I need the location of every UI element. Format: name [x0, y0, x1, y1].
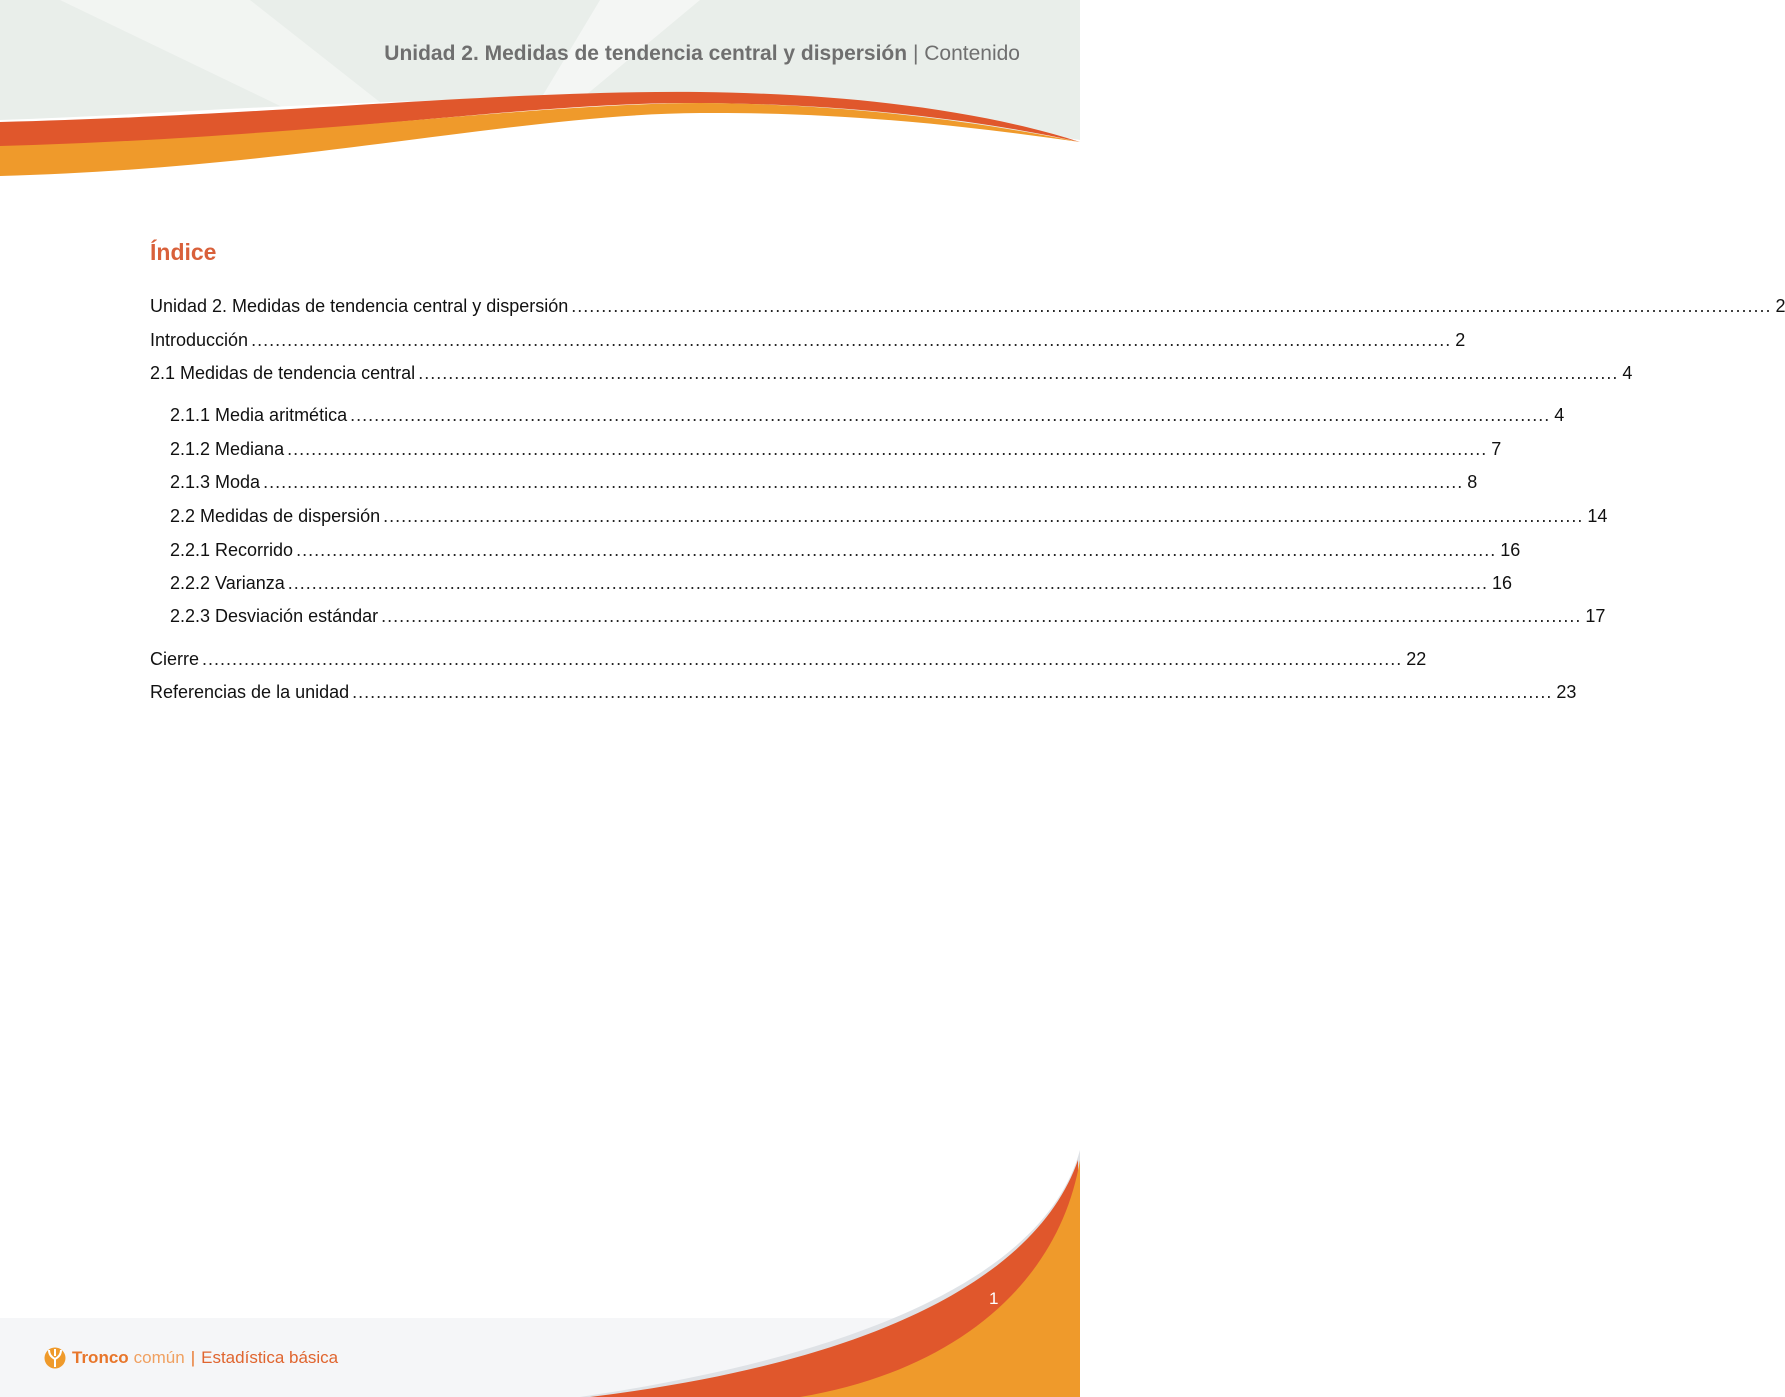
header-unit-title: Unidad 2. Medidas de tendencia central y dispersión — [384, 42, 908, 65]
toc-entry-page: 2 — [1455, 330, 1466, 350]
toc-entry-page: 4 — [1554, 405, 1565, 425]
toc-dot-leader: ........................................................................................................................................................................................................ — [352, 682, 1553, 702]
header-title — [384, 42, 1020, 66]
toc-entry[interactable] — [170, 403, 1565, 427]
toc-entry-page: 8 — [1467, 472, 1478, 492]
toc-dot-leader: ........................................................................................................................................................................................................ — [571, 296, 1772, 316]
toc-entry-label: 2.2.3 Desviación estándar — [170, 606, 379, 626]
toc-entry-page: 2 — [1775, 296, 1785, 316]
toc-entry-label: Unidad 2. Medidas de tendencia central y dispersión — [150, 296, 569, 316]
toc-entry[interactable] — [170, 504, 1608, 528]
toc-entry-label: Introducción — [150, 330, 249, 350]
toc-entry[interactable] — [150, 294, 1785, 318]
toc-entry-label: 2.1 Medidas de tendencia central — [150, 363, 416, 383]
toc-entry[interactable] — [150, 680, 1577, 704]
toc-dot-leader: ........................................................................................................................................................................................................ — [251, 330, 1452, 350]
toc-entry[interactable] — [170, 437, 1502, 461]
footer-brand: Tronco — [72, 1348, 129, 1367]
toc-entry[interactable] — [150, 328, 1466, 352]
page-number: 1 — [989, 1289, 999, 1308]
header-separator: | — [912, 42, 919, 65]
footer-logo — [44, 1347, 338, 1369]
toc-entry-label: Referencias de la unidad — [150, 682, 350, 702]
toc-entry[interactable] — [170, 470, 1478, 494]
toc-entry-label: 2.1.2 Mediana — [170, 439, 285, 459]
toc-entry[interactable] — [150, 647, 1427, 671]
toc-dot-leader: ........................................................................................................................................................................................................ — [418, 363, 1619, 383]
footer-course: Estadística básica — [201, 1348, 339, 1367]
toc-entry[interactable] — [170, 604, 1606, 628]
toc-entry[interactable] — [170, 571, 1512, 595]
toc-entry-page: 22 — [1406, 649, 1427, 669]
toc-entry-label: 2.1.3 Moda — [170, 472, 261, 492]
toc-dot-leader: ........................................................................................................................................................................................................ — [263, 472, 1464, 492]
toc-entry-page: 16 — [1500, 540, 1521, 560]
toc-entry-page: 4 — [1622, 363, 1633, 383]
tronco-logo-icon — [44, 1347, 66, 1369]
toc-entry-label: Cierre — [150, 649, 200, 669]
toc-entry[interactable] — [150, 361, 1633, 385]
footer-separator: | — [190, 1348, 196, 1367]
header-section: Contenido — [924, 42, 1020, 65]
toc-dot-leader: ........................................................................................................................................................................................................ — [287, 439, 1488, 459]
toc-dot-leader: ........................................................................................................................................................................................................ — [350, 405, 1551, 425]
toc-entry[interactable] — [170, 538, 1521, 562]
toc-dot-leader: ........................................................................................................................................................................................................ — [383, 506, 1584, 526]
toc-dot-leader: ........................................................................................................................................................................................................ — [381, 606, 1582, 626]
toc-entry-label: 2.1.1 Media aritmética — [170, 405, 348, 425]
toc-dot-leader: ........................................................................................................................................................................................................ — [296, 540, 1497, 560]
footer-brand-suffix: común — [133, 1348, 185, 1367]
index-title: Índice — [150, 239, 217, 265]
toc-entry-label: 2.2.2 Varianza — [170, 573, 285, 593]
toc-dot-leader: ........................................................................................................................................................................................................ — [287, 573, 1488, 593]
toc-entry-page: 23 — [1556, 682, 1577, 702]
toc-dot-leader: ........................................................................................................................................................................................................ — [202, 649, 1403, 669]
toc-entry-label: 2.2 Medidas de dispersión — [170, 506, 381, 526]
toc-entry-page: 14 — [1587, 506, 1608, 526]
toc-entry-page: 16 — [1491, 573, 1512, 593]
toc-entry-page: 7 — [1491, 439, 1502, 459]
toc-entry-label: 2.2.1 Recorrido — [170, 540, 294, 560]
toc-entry-page: 17 — [1585, 606, 1606, 626]
